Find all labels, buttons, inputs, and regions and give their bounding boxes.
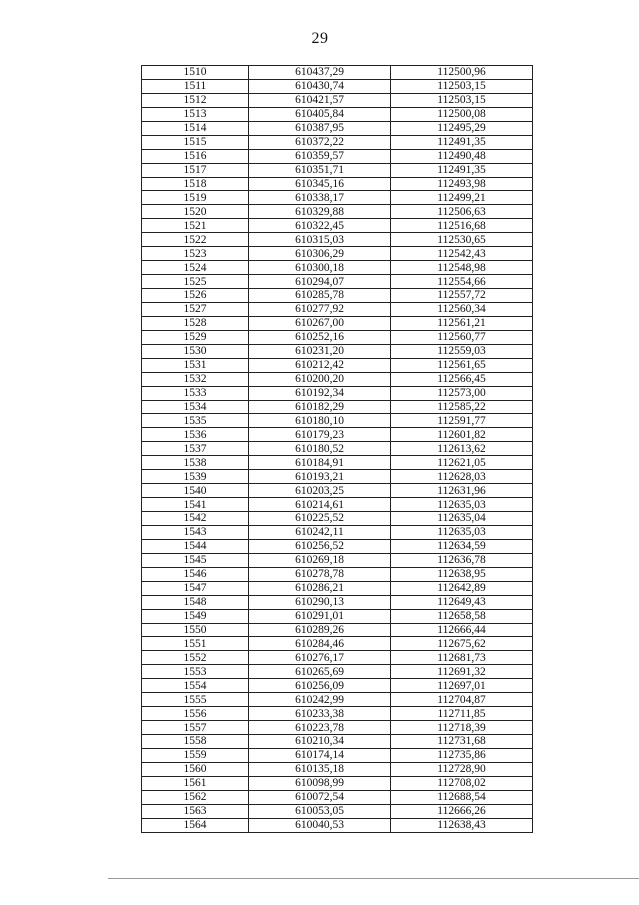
table-row: [142, 386, 533, 400]
table-row: [142, 177, 533, 191]
table-row: [142, 651, 533, 665]
y-coordinate-cell: 112493,98: [391, 177, 533, 191]
point-number-cell: 1532: [142, 372, 249, 386]
y-coordinate-cell: 112631,96: [391, 484, 533, 498]
table-row: [142, 289, 533, 303]
point-number-cell: 1539: [142, 470, 249, 484]
x-coordinate-cell: 610277,92: [249, 302, 391, 316]
x-coordinate-cell: 610242,11: [249, 525, 391, 539]
y-coordinate-cell: 112601,82: [391, 428, 533, 442]
point-number-cell: 1554: [142, 679, 249, 693]
point-number-cell: 1527: [142, 302, 249, 316]
x-coordinate-cell: 610203,25: [249, 484, 391, 498]
coordinates-table: [141, 65, 533, 833]
x-coordinate-cell: 610265,69: [249, 665, 391, 679]
x-coordinate-cell: 610322,45: [249, 219, 391, 233]
point-number-cell: 1528: [142, 316, 249, 330]
y-coordinate-cell: 112560,34: [391, 302, 533, 316]
point-number-cell: 1538: [142, 456, 249, 470]
point-number-cell: 1555: [142, 693, 249, 707]
x-coordinate-cell: 610200,20: [249, 372, 391, 386]
y-coordinate-cell: 112500,96: [391, 66, 533, 80]
table-row: [142, 163, 533, 177]
table-row: [142, 275, 533, 289]
x-coordinate-cell: 610269,18: [249, 553, 391, 567]
table-row: [142, 776, 533, 790]
table-row: [142, 679, 533, 693]
x-coordinate-cell: 610351,71: [249, 163, 391, 177]
y-coordinate-cell: 112503,15: [391, 93, 533, 107]
y-coordinate-cell: 112666,44: [391, 623, 533, 637]
x-coordinate-cell: 610174,14: [249, 748, 391, 762]
table-row: [142, 512, 533, 526]
y-coordinate-cell: 112559,03: [391, 344, 533, 358]
point-number-cell: 1563: [142, 804, 249, 818]
y-coordinate-cell: 112573,00: [391, 386, 533, 400]
point-number-cell: 1529: [142, 330, 249, 344]
x-coordinate-cell: 610242,99: [249, 693, 391, 707]
x-coordinate-cell: 610072,54: [249, 790, 391, 804]
table-row: [142, 302, 533, 316]
x-coordinate-cell: 610284,46: [249, 637, 391, 651]
table-row: [142, 66, 533, 80]
x-coordinate-cell: 610225,52: [249, 512, 391, 526]
x-coordinate-cell: 610053,05: [249, 804, 391, 818]
point-number-cell: 1541: [142, 498, 249, 512]
x-coordinate-cell: 610180,10: [249, 414, 391, 428]
x-coordinate-cell: 610179,23: [249, 428, 391, 442]
x-coordinate-cell: 610430,74: [249, 79, 391, 93]
point-number-cell: 1521: [142, 219, 249, 233]
table-row: [142, 567, 533, 581]
table-row: [142, 762, 533, 776]
point-number-cell: 1558: [142, 735, 249, 749]
x-coordinate-cell: 610214,61: [249, 498, 391, 512]
y-coordinate-cell: 112516,68: [391, 219, 533, 233]
point-number-cell: 1543: [142, 525, 249, 539]
y-coordinate-cell: 112566,45: [391, 372, 533, 386]
table-row: [142, 498, 533, 512]
x-coordinate-cell: 610290,13: [249, 595, 391, 609]
x-coordinate-cell: 610223,78: [249, 721, 391, 735]
point-number-cell: 1551: [142, 637, 249, 651]
y-coordinate-cell: 112490,48: [391, 149, 533, 163]
y-coordinate-cell: 112506,63: [391, 205, 533, 219]
point-number-cell: 1564: [142, 818, 249, 832]
x-coordinate-cell: 610267,00: [249, 316, 391, 330]
y-coordinate-cell: 112628,03: [391, 470, 533, 484]
point-number-cell: 1524: [142, 261, 249, 275]
y-coordinate-cell: 112561,65: [391, 358, 533, 372]
point-number-cell: 1549: [142, 609, 249, 623]
y-coordinate-cell: 112591,77: [391, 414, 533, 428]
y-coordinate-cell: 112585,22: [391, 400, 533, 414]
point-number-cell: 1561: [142, 776, 249, 790]
x-coordinate-cell: 610405,84: [249, 107, 391, 121]
y-coordinate-cell: 112500,08: [391, 107, 533, 121]
table-row: [142, 804, 533, 818]
x-coordinate-cell: 610306,29: [249, 247, 391, 261]
y-coordinate-cell: 112731,68: [391, 735, 533, 749]
point-number-cell: 1535: [142, 414, 249, 428]
table-row: [142, 400, 533, 414]
point-number-cell: 1510: [142, 66, 249, 80]
table-row: [142, 372, 533, 386]
table-row: [142, 595, 533, 609]
point-number-cell: 1516: [142, 149, 249, 163]
y-coordinate-cell: 112557,72: [391, 289, 533, 303]
x-coordinate-cell: 610184,91: [249, 456, 391, 470]
table-row: [142, 721, 533, 735]
y-coordinate-cell: 112554,66: [391, 275, 533, 289]
point-number-cell: 1562: [142, 790, 249, 804]
x-coordinate-cell: 610231,20: [249, 344, 391, 358]
x-coordinate-cell: 610135,18: [249, 762, 391, 776]
x-coordinate-cell: 610210,34: [249, 735, 391, 749]
y-coordinate-cell: 112635,03: [391, 525, 533, 539]
y-coordinate-cell: 112613,62: [391, 442, 533, 456]
x-coordinate-cell: 610212,42: [249, 358, 391, 372]
point-number-cell: 1542: [142, 512, 249, 526]
table-row: [142, 149, 533, 163]
x-coordinate-cell: 610285,78: [249, 289, 391, 303]
point-number-cell: 1548: [142, 595, 249, 609]
table-row: [142, 735, 533, 749]
point-number-cell: 1519: [142, 191, 249, 205]
table-row: [142, 637, 533, 651]
x-coordinate-cell: 610233,38: [249, 707, 391, 721]
point-number-cell: 1523: [142, 247, 249, 261]
y-coordinate-cell: 112561,21: [391, 316, 533, 330]
point-number-cell: 1547: [142, 581, 249, 595]
point-number-cell: 1515: [142, 135, 249, 149]
y-coordinate-cell: 112499,21: [391, 191, 533, 205]
x-coordinate-cell: 610329,88: [249, 205, 391, 219]
x-coordinate-cell: 610421,57: [249, 93, 391, 107]
point-number-cell: 1537: [142, 442, 249, 456]
point-number-cell: 1544: [142, 539, 249, 553]
point-number-cell: 1522: [142, 233, 249, 247]
y-coordinate-cell: 112735,86: [391, 748, 533, 762]
x-coordinate-cell: 610359,57: [249, 149, 391, 163]
y-coordinate-cell: 112503,15: [391, 79, 533, 93]
point-number-cell: 1518: [142, 177, 249, 191]
x-coordinate-cell: 610276,17: [249, 651, 391, 665]
table-row: [142, 693, 533, 707]
table-row: [142, 191, 533, 205]
table-row: [142, 581, 533, 595]
point-number-cell: 1525: [142, 275, 249, 289]
x-coordinate-cell: 610180,52: [249, 442, 391, 456]
table-row: [142, 456, 533, 470]
x-coordinate-cell: 610315,03: [249, 233, 391, 247]
x-coordinate-cell: 610291,01: [249, 609, 391, 623]
x-coordinate-cell: 610300,18: [249, 261, 391, 275]
table-row: [142, 219, 533, 233]
point-number-cell: 1526: [142, 289, 249, 303]
point-number-cell: 1546: [142, 567, 249, 581]
x-coordinate-cell: 610372,22: [249, 135, 391, 149]
x-coordinate-cell: 610289,26: [249, 623, 391, 637]
table-row: [142, 135, 533, 149]
point-number-cell: 1520: [142, 205, 249, 219]
x-coordinate-cell: 610345,16: [249, 177, 391, 191]
table-row: [142, 442, 533, 456]
point-number-cell: 1545: [142, 553, 249, 567]
x-coordinate-cell: 610256,52: [249, 539, 391, 553]
x-coordinate-cell: 610338,17: [249, 191, 391, 205]
table-row: [142, 707, 533, 721]
x-coordinate-cell: 610040,53: [249, 818, 391, 832]
x-coordinate-cell: 610098,99: [249, 776, 391, 790]
table-row: [142, 330, 533, 344]
table-row: [142, 553, 533, 567]
point-number-cell: 1557: [142, 721, 249, 735]
point-number-cell: 1513: [142, 107, 249, 121]
x-coordinate-cell: 610286,21: [249, 581, 391, 595]
table-row: [142, 247, 533, 261]
y-coordinate-cell: 112638,43: [391, 818, 533, 832]
table-row: [142, 414, 533, 428]
page-number: 29: [311, 30, 329, 47]
point-number-cell: 1560: [142, 762, 249, 776]
y-coordinate-cell: 112666,26: [391, 804, 533, 818]
table-row: [142, 121, 533, 135]
table-row: [142, 428, 533, 442]
point-number-cell: 1517: [142, 163, 249, 177]
y-coordinate-cell: 112491,35: [391, 163, 533, 177]
table-row: [142, 316, 533, 330]
y-coordinate-cell: 112621,05: [391, 456, 533, 470]
y-coordinate-cell: 112688,54: [391, 790, 533, 804]
y-coordinate-cell: 112636,78: [391, 553, 533, 567]
x-coordinate-cell: 610193,21: [249, 470, 391, 484]
point-number-cell: 1556: [142, 707, 249, 721]
table-row: [142, 818, 533, 832]
y-coordinate-cell: 112708,02: [391, 776, 533, 790]
table-row: [142, 525, 533, 539]
point-number-cell: 1512: [142, 93, 249, 107]
table-row: [142, 539, 533, 553]
x-coordinate-cell: 610256,09: [249, 679, 391, 693]
y-coordinate-cell: 112642,89: [391, 581, 533, 595]
y-coordinate-cell: 112691,32: [391, 665, 533, 679]
point-number-cell: 1552: [142, 651, 249, 665]
y-coordinate-cell: 112681,73: [391, 651, 533, 665]
point-number-cell: 1550: [142, 623, 249, 637]
y-coordinate-cell: 112728,90: [391, 762, 533, 776]
y-coordinate-cell: 112697,01: [391, 679, 533, 693]
table-row: [142, 358, 533, 372]
y-coordinate-cell: 112560,77: [391, 330, 533, 344]
table-row: [142, 261, 533, 275]
x-coordinate-cell: 610182,29: [249, 400, 391, 414]
table-row: [142, 665, 533, 679]
point-number-cell: 1553: [142, 665, 249, 679]
table-row: [142, 623, 533, 637]
x-coordinate-cell: 610278,78: [249, 567, 391, 581]
table-row: [142, 609, 533, 623]
y-coordinate-cell: 112675,62: [391, 637, 533, 651]
table-row: [142, 484, 533, 498]
point-number-cell: 1533: [142, 386, 249, 400]
y-coordinate-cell: 112530,65: [391, 233, 533, 247]
point-number-cell: 1559: [142, 748, 249, 762]
table-row: [142, 107, 533, 121]
table-row: [142, 344, 533, 358]
y-coordinate-cell: 112718,39: [391, 721, 533, 735]
coordinates-table-body: [142, 66, 533, 833]
point-number-cell: 1511: [142, 79, 249, 93]
point-number-cell: 1534: [142, 400, 249, 414]
y-coordinate-cell: 112658,58: [391, 609, 533, 623]
y-coordinate-cell: 112711,85: [391, 707, 533, 721]
y-coordinate-cell: 112649,43: [391, 595, 533, 609]
x-coordinate-cell: 610294,07: [249, 275, 391, 289]
point-number-cell: 1536: [142, 428, 249, 442]
table-row: [142, 79, 533, 93]
table-row: [142, 205, 533, 219]
point-number-cell: 1514: [142, 121, 249, 135]
table-row: [142, 790, 533, 804]
point-number-cell: 1530: [142, 344, 249, 358]
y-coordinate-cell: 112704,87: [391, 693, 533, 707]
scan-edge-line: [108, 878, 640, 879]
table-row: [142, 93, 533, 107]
x-coordinate-cell: 610252,16: [249, 330, 391, 344]
y-coordinate-cell: 112491,35: [391, 135, 533, 149]
table-row: [142, 470, 533, 484]
point-number-cell: 1531: [142, 358, 249, 372]
x-coordinate-cell: 610387,95: [249, 121, 391, 135]
y-coordinate-cell: 112548,98: [391, 261, 533, 275]
x-coordinate-cell: 610192,34: [249, 386, 391, 400]
y-coordinate-cell: 112542,43: [391, 247, 533, 261]
y-coordinate-cell: 112495,29: [391, 121, 533, 135]
point-number-cell: 1540: [142, 484, 249, 498]
table-row: [142, 233, 533, 247]
x-coordinate-cell: 610437,29: [249, 66, 391, 80]
table-row: [142, 748, 533, 762]
y-coordinate-cell: 112634,59: [391, 539, 533, 553]
y-coordinate-cell: 112635,04: [391, 512, 533, 526]
y-coordinate-cell: 112638,95: [391, 567, 533, 581]
y-coordinate-cell: 112635,03: [391, 498, 533, 512]
